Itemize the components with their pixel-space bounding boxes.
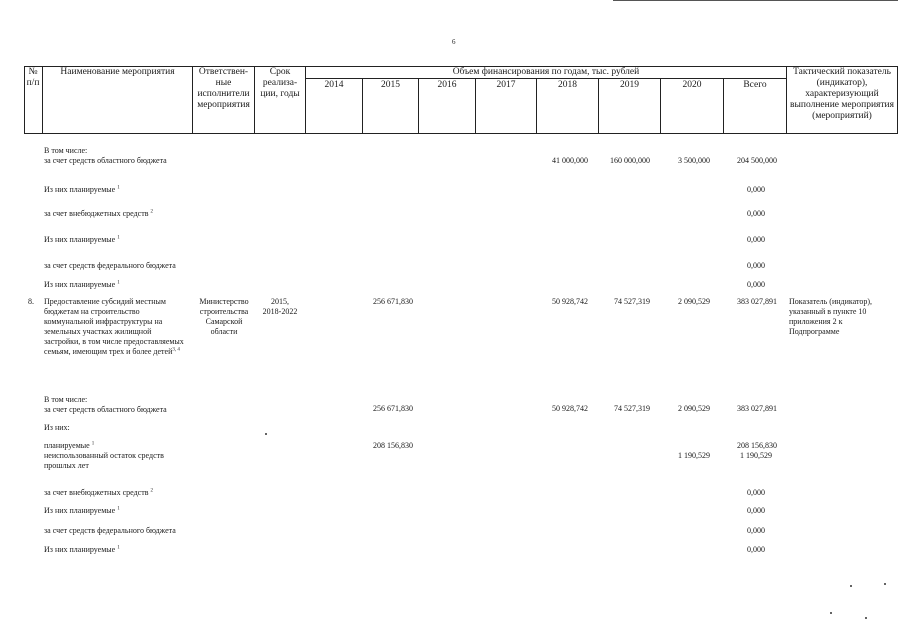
header-year-2019: 2019 [620, 80, 639, 90]
header-border-right [897, 66, 898, 134]
item8-planned-2015: 208 156,830 [373, 441, 413, 450]
header-term: Срок реализа- ции, годы [260, 67, 300, 99]
item8-regional-2015: 256 671,830 [373, 404, 413, 413]
row-federal-planned-label: Из них планируемые $^1$ [44, 280, 120, 289]
top-rule [613, 0, 898, 1]
header-name: Наименование мероприятия [60, 67, 175, 77]
item8-extra-planned-label: Из них планируемые $^1$ [44, 506, 120, 515]
item8-total: 383 027,891 [737, 297, 777, 306]
item8-of-them: Из них: [44, 423, 70, 432]
item8-federal-planned-label: Из них планируемые $^1$ [44, 545, 120, 554]
item8-regional-2019: 74 527,319 [614, 404, 650, 413]
item8-unused-2020: 1 190,529 [678, 451, 710, 460]
item8-federal-planned-total: 0,000 [747, 545, 765, 554]
item8-federal-label: за счет средств федерального бюджета [44, 526, 176, 535]
row-extra-total: 0,000 [747, 209, 765, 218]
item8-extra-label: за счет внебюджетных средств $^2$ [44, 488, 154, 497]
row-planned-label: Из них планируемые $^1$ [44, 185, 120, 194]
scan-dot [884, 583, 886, 585]
item8-regional-total: 383 027,891 [737, 404, 777, 413]
item8-number: 8. [28, 297, 34, 306]
row-federal-planned-total: 0,000 [747, 280, 765, 289]
item8-planned-label: планируемые $^1$ [44, 441, 95, 450]
item8-extra-total: 0,000 [747, 488, 765, 497]
scan-dot [865, 617, 867, 619]
item8-2018: 50 928,742 [552, 297, 588, 306]
item8-term: 2015, 2018-2022 [262, 297, 298, 316]
item8-federal-total: 0,000 [747, 526, 765, 535]
row-regional-2020: 3 500,000 [678, 156, 710, 165]
item8-planned-total: 208 156,830 [737, 441, 777, 450]
item8-2020: 2 090,529 [678, 297, 710, 306]
row-federal-total: 0,000 [747, 261, 765, 270]
row-planned-total: 0,000 [747, 185, 765, 194]
table-header [24, 66, 898, 134]
row-extra-label: за счет внебюджетных средств $^2$ [44, 209, 154, 218]
item8-indicator: Показатель (индикатор), указанный в пункте 10 приложения 2 к Подпрограмме [789, 297, 873, 336]
header-year-2014: 2014 [324, 80, 344, 90]
header-year-2018: 2018 [558, 80, 577, 90]
page-number: 6 [452, 38, 456, 46]
item8-extra-planned-total: 0,000 [747, 506, 765, 515]
item8-regional-label: В том числе: за счет средств областного бюджета [44, 395, 167, 414]
header-year-2020: 2020 [682, 80, 702, 90]
item8-2015: 256 671,830 [373, 297, 413, 306]
scan-dot [830, 612, 832, 614]
scan-dot [850, 585, 852, 587]
header-year-2016: 2016 [437, 80, 457, 90]
header-indicator: Тактический показатель (индикатор), характеризующий выполнение мероприятия (мероприятий) [790, 67, 894, 121]
item8-unused-total: 1 190,529 [740, 451, 772, 460]
item8-2019: 74 527,319 [614, 297, 650, 306]
item8-regional-2018: 50 928,742 [552, 404, 588, 413]
row-regional-label: В том числе: за счет средств областного бюджета [44, 146, 167, 165]
item8-unused-label: неиспользованный остаток средств прошлых лет [44, 451, 164, 470]
scan-dot [265, 433, 267, 435]
row-regional-total: 204 500,000 [737, 156, 777, 165]
header-year-2015: 2015 [381, 80, 400, 90]
row-regional-2019: 160 000,000 [610, 156, 650, 165]
header-funding: Объем финансирования по годам, тыс. рублей [452, 67, 640, 77]
item8-responsible: Министерство строительства Самарской области [199, 297, 249, 336]
row-extra-planned-label: Из них планируемые $^1$ [44, 235, 120, 244]
header-responsible: Ответствен- ные исполнители мероприятия [197, 67, 250, 110]
row-federal-label: за счет средств федерального бюджета [44, 261, 176, 270]
row-regional-2018: 41 000,000 [552, 156, 588, 165]
header-year-2017: 2017 [496, 80, 516, 90]
header-num: № п/п [26, 67, 40, 88]
funding-divider [305, 78, 787, 79]
header-border-bottom [24, 133, 898, 134]
item8-name: Предоставление субсидий местным бюджетам на строительство коммунальной инфраструктуры на земельных участках жилищной застройки, в том числе предоставляемых семьям, имеющим трех и более детей$^{3, 4}$ [44, 297, 184, 356]
row-extra-planned-total: 0,000 [747, 235, 765, 244]
header-total: Всего [743, 80, 767, 90]
item8-regional-2020: 2 090,529 [678, 404, 710, 413]
